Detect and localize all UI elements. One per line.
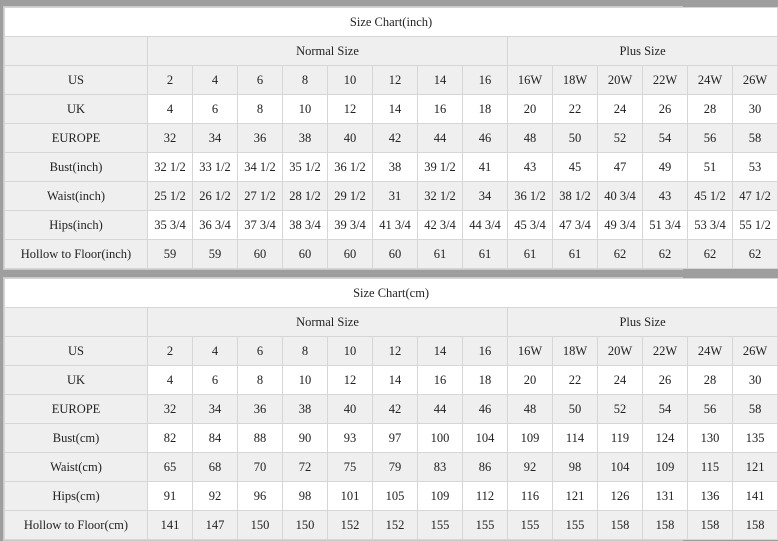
cell: 98: [553, 453, 598, 482]
cell: 61: [463, 240, 508, 269]
cell: 28: [688, 366, 733, 395]
row-label-waist: Waist(inch): [5, 182, 148, 211]
chart-title: Size Chart(inch): [5, 8, 778, 37]
row-label-europe: EUROPE: [5, 124, 148, 153]
cell: 104: [598, 453, 643, 482]
cell: 48: [508, 395, 553, 424]
cell: 10: [328, 66, 373, 95]
cell: 141: [148, 511, 193, 540]
cell: 16: [418, 366, 463, 395]
cell: 155: [508, 511, 553, 540]
cell: 10: [283, 95, 328, 124]
cell: 26: [643, 95, 688, 124]
cell: 14: [373, 366, 418, 395]
cell: 131: [643, 482, 688, 511]
cell: 36 1/2: [328, 153, 373, 182]
cell: 62: [598, 240, 643, 269]
cell: 34: [193, 395, 238, 424]
cell: 65: [148, 453, 193, 482]
corner-cell: [5, 37, 148, 66]
size-table-inch: [4, 7, 778, 269]
cell: 26: [643, 366, 688, 395]
cell: 46: [463, 395, 508, 424]
cell: 97: [373, 424, 418, 453]
cell: 119: [598, 424, 643, 453]
cell: 92: [508, 453, 553, 482]
cell: 52: [598, 395, 643, 424]
cell: 35 1/2: [283, 153, 328, 182]
cell: 158: [733, 511, 778, 540]
cell: 36: [238, 124, 283, 153]
cell: 88: [238, 424, 283, 453]
cell: 158: [598, 511, 643, 540]
cell: 40 3/4: [598, 182, 643, 211]
table-row: [5, 66, 778, 95]
cell: 62: [643, 240, 688, 269]
cell: 109: [418, 482, 463, 511]
row-label-bust: Bust(cm): [5, 424, 148, 453]
cell: 24W: [688, 337, 733, 366]
cell: 124: [643, 424, 688, 453]
cell: 18: [463, 366, 508, 395]
cell: 44 3/4: [463, 211, 508, 240]
cell: 2: [148, 66, 193, 95]
table-row: [5, 424, 778, 453]
cell: 14: [418, 337, 463, 366]
cell: 39 1/2: [418, 153, 463, 182]
chart-title: Size Chart(cm): [5, 279, 778, 308]
cell: 62: [688, 240, 733, 269]
cell: 4: [148, 95, 193, 124]
cell: 101: [328, 482, 373, 511]
row-label-us: US: [5, 337, 148, 366]
table-row: [5, 124, 778, 153]
cell: 18W: [553, 66, 598, 95]
cell: 68: [193, 453, 238, 482]
cell: 38: [283, 124, 328, 153]
row-label-us: US: [5, 66, 148, 95]
cell: 62: [733, 240, 778, 269]
cell: 25 1/2: [148, 182, 193, 211]
cell: 40: [328, 395, 373, 424]
cell: 16W: [508, 66, 553, 95]
table-row: [5, 95, 778, 124]
row-label-uk: UK: [5, 366, 148, 395]
cell: 112: [463, 482, 508, 511]
cell: 41 3/4: [373, 211, 418, 240]
cell: 6: [238, 337, 283, 366]
size-chart-inch: [3, 6, 771, 270]
cell: 114: [553, 424, 598, 453]
cell: 61: [553, 240, 598, 269]
cell: 51: [688, 153, 733, 182]
table-row: [5, 453, 778, 482]
cell: 16W: [508, 337, 553, 366]
cell: 38: [283, 395, 328, 424]
cell: 109: [508, 424, 553, 453]
cell: 24: [598, 95, 643, 124]
corner-cell: [5, 308, 148, 337]
group-header-plus: Plus Size: [508, 37, 778, 66]
cell: 4: [148, 366, 193, 395]
cell: 121: [553, 482, 598, 511]
cell: 90: [283, 424, 328, 453]
cell: 61: [418, 240, 463, 269]
cell: 22W: [643, 66, 688, 95]
cell: 44: [418, 124, 463, 153]
cell: 47 3/4: [553, 211, 598, 240]
cell: 49: [643, 153, 688, 182]
table-row: [5, 511, 778, 540]
table-row: [5, 153, 778, 182]
cell: 79: [373, 453, 418, 482]
cell: 12: [373, 66, 418, 95]
cell: 109: [643, 453, 688, 482]
cell: 96: [238, 482, 283, 511]
cell: 22: [553, 95, 598, 124]
cell: 22: [553, 366, 598, 395]
cell: 16: [463, 337, 508, 366]
cell: 54: [643, 124, 688, 153]
cell: 45 1/2: [688, 182, 733, 211]
cell: 8: [283, 66, 328, 95]
cell: 37 3/4: [238, 211, 283, 240]
cell: 36 3/4: [193, 211, 238, 240]
cell: 72: [283, 453, 328, 482]
row-label-hollow-to-floor: Hollow to Floor(inch): [5, 240, 148, 269]
cell: 55 1/2: [733, 211, 778, 240]
cell: 83: [418, 453, 463, 482]
cell: 8: [238, 95, 283, 124]
cell: 30: [733, 95, 778, 124]
row-label-hollow-to-floor: Hollow to Floor(cm): [5, 511, 148, 540]
cell: 82: [148, 424, 193, 453]
size-chart-cm: [3, 277, 768, 541]
cell: 38 1/2: [553, 182, 598, 211]
cell: 18: [463, 95, 508, 124]
cell: 58: [733, 395, 778, 424]
cell: 24W: [688, 66, 733, 95]
cell: 58: [733, 124, 778, 153]
cell: 20: [508, 366, 553, 395]
cell: 135: [733, 424, 778, 453]
cell: 35 3/4: [148, 211, 193, 240]
cell: 10: [328, 337, 373, 366]
row-label-uk: UK: [5, 95, 148, 124]
cell: 47: [598, 153, 643, 182]
cell: 56: [688, 395, 733, 424]
table-row: [5, 240, 778, 269]
cell: 38: [373, 153, 418, 182]
cell: 42: [373, 124, 418, 153]
cell: 26 1/2: [193, 182, 238, 211]
row-label-waist: Waist(cm): [5, 453, 148, 482]
cell: 30: [733, 366, 778, 395]
cell: 48: [508, 124, 553, 153]
cell: 100: [418, 424, 463, 453]
cell: 14: [373, 95, 418, 124]
cell: 150: [238, 511, 283, 540]
row-label-hips: Hips(cm): [5, 482, 148, 511]
cell: 49 3/4: [598, 211, 643, 240]
cell: 26W: [733, 337, 778, 366]
cell: 43: [643, 182, 688, 211]
table-row: [5, 366, 778, 395]
cell: 61: [508, 240, 553, 269]
cell: 50: [553, 124, 598, 153]
cell: 14: [418, 66, 463, 95]
cell: 158: [688, 511, 733, 540]
cell: 60: [283, 240, 328, 269]
cell: 6: [193, 366, 238, 395]
cell: 152: [328, 511, 373, 540]
cell: 53 3/4: [688, 211, 733, 240]
cell: 86: [463, 453, 508, 482]
cell: 8: [283, 337, 328, 366]
table-row: [5, 211, 778, 240]
cell: 26W: [733, 66, 778, 95]
cell: 59: [148, 240, 193, 269]
cell: 155: [418, 511, 463, 540]
cell: 53: [733, 153, 778, 182]
row-label-bust: Bust(inch): [5, 153, 148, 182]
cell: 155: [463, 511, 508, 540]
cell: 4: [193, 337, 238, 366]
group-header-normal: Normal Size: [148, 308, 508, 337]
table-row: [5, 337, 778, 366]
cell: 33 1/2: [193, 153, 238, 182]
cell: 42: [373, 395, 418, 424]
cell: 32 1/2: [148, 153, 193, 182]
cell: 28 1/2: [283, 182, 328, 211]
group-header-normal: Normal Size: [148, 37, 508, 66]
cell: 121: [733, 453, 778, 482]
cell: 44: [418, 395, 463, 424]
group-header-row: [5, 308, 778, 337]
cell: 56: [688, 124, 733, 153]
cell: 22W: [643, 337, 688, 366]
cell: 93: [328, 424, 373, 453]
cell: 75: [328, 453, 373, 482]
cell: 12: [373, 337, 418, 366]
cell: 59: [193, 240, 238, 269]
cell: 32: [148, 124, 193, 153]
cell: 150: [283, 511, 328, 540]
cell: 50: [553, 395, 598, 424]
cell: 8: [238, 366, 283, 395]
table-title-row: [5, 279, 778, 308]
size-table-cm: [4, 278, 778, 540]
group-header-row: [5, 37, 778, 66]
cell: 12: [328, 95, 373, 124]
cell: 104: [463, 424, 508, 453]
cell: 39 3/4: [328, 211, 373, 240]
cell: 40: [328, 124, 373, 153]
cell: 105: [373, 482, 418, 511]
cell: 18W: [553, 337, 598, 366]
cell: 84: [193, 424, 238, 453]
cell: 34: [193, 124, 238, 153]
cell: 20W: [598, 66, 643, 95]
cell: 43: [508, 153, 553, 182]
cell: 51 3/4: [643, 211, 688, 240]
cell: 91: [148, 482, 193, 511]
cell: 141: [733, 482, 778, 511]
table-title-row: [5, 8, 778, 37]
cell: 36: [238, 395, 283, 424]
cell: 126: [598, 482, 643, 511]
cell: 45 3/4: [508, 211, 553, 240]
cell: 20W: [598, 337, 643, 366]
cell: 54: [643, 395, 688, 424]
cell: 155: [553, 511, 598, 540]
cell: 60: [238, 240, 283, 269]
cell: 6: [238, 66, 283, 95]
cell: 136: [688, 482, 733, 511]
cell: 38 3/4: [283, 211, 328, 240]
cell: 47 1/2: [733, 182, 778, 211]
cell: 32: [148, 395, 193, 424]
table-row: [5, 482, 778, 511]
cell: 10: [283, 366, 328, 395]
cell: 2: [148, 337, 193, 366]
cell: 98: [283, 482, 328, 511]
cell: 45: [553, 153, 598, 182]
cell: 60: [328, 240, 373, 269]
cell: 92: [193, 482, 238, 511]
table-row: [5, 395, 778, 424]
cell: 28: [688, 95, 733, 124]
cell: 116: [508, 482, 553, 511]
cell: 27 1/2: [238, 182, 283, 211]
cell: 12: [328, 366, 373, 395]
row-label-hips: Hips(inch): [5, 211, 148, 240]
cell: 16: [463, 66, 508, 95]
cell: 36 1/2: [508, 182, 553, 211]
cell: 152: [373, 511, 418, 540]
cell: 24: [598, 366, 643, 395]
cell: 41: [463, 153, 508, 182]
cell: 42 3/4: [418, 211, 463, 240]
cell: 46: [463, 124, 508, 153]
cell: 60: [373, 240, 418, 269]
cell: 29 1/2: [328, 182, 373, 211]
cell: 52: [598, 124, 643, 153]
table-row: [5, 182, 778, 211]
row-label-europe: EUROPE: [5, 395, 148, 424]
cell: 31: [373, 182, 418, 211]
cell: 158: [643, 511, 688, 540]
cell: 70: [238, 453, 283, 482]
cell: 4: [193, 66, 238, 95]
cell: 34: [463, 182, 508, 211]
cell: 32 1/2: [418, 182, 463, 211]
cell: 6: [193, 95, 238, 124]
cell: 115: [688, 453, 733, 482]
group-header-plus: Plus Size: [508, 308, 778, 337]
cell: 130: [688, 424, 733, 453]
cell: 16: [418, 95, 463, 124]
cell: 147: [193, 511, 238, 540]
cell: 34 1/2: [238, 153, 283, 182]
cell: 20: [508, 95, 553, 124]
